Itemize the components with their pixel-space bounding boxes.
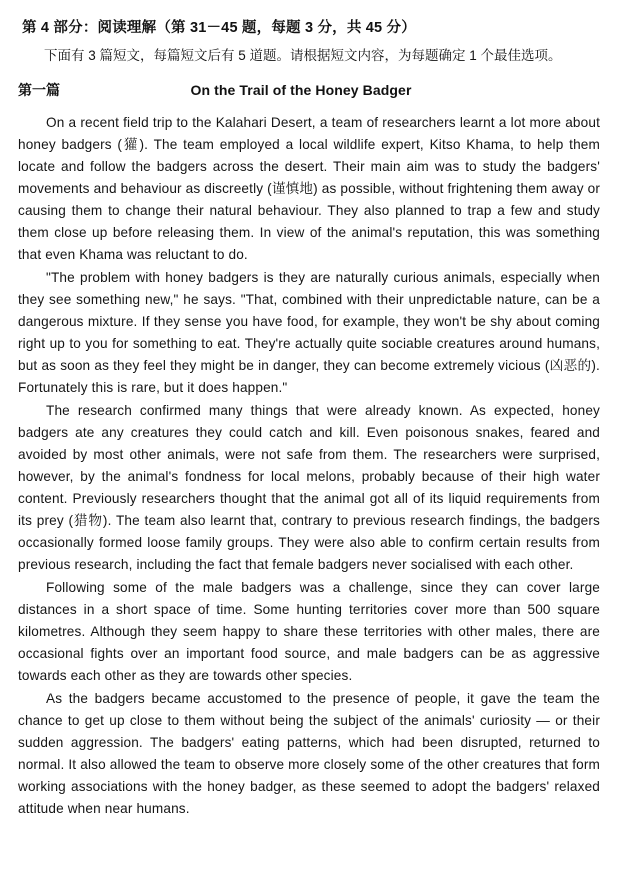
passage-header [18, 80, 600, 100]
passage-paragraph: Following some of the male badgers was a challenge, since they can cover large distances in a short space of time. Some hunting territories cover more than 500 square kilometres. Although they seem happy to share these territories with other males, there are occasional fights over an important food source, and male badgers can be as aggressive towards each other as they are towards other species. [18, 579, 600, 683]
passage-title: On the Trail of the Honey Badger [190, 81, 412, 98]
passage-label: 第一篇 [18, 81, 60, 98]
section-instruction: 下面有 3 篇短文，每篇短文后有 5 道题。请根据短文内容，为每题确定 1 个最佳选项。 [44, 48, 562, 63]
passage-paragraph: On a recent field trip to the Kalahari Desert, a team of researchers learnt a lot more about honey badgers (獾). The team employed a local wildlife expert, Kitso Khama, to help them locate and follow the badgers across the desert. Their main aim was to study the badgers' movements and behaviour as discreetly (谨慎地) as possible, without frightening them away or causing them to change their natural behaviour. They also planned to trap a few and study them close up before releasing them. In view of the animal's reputation, this was something that even Khama was reluctant to do. [18, 114, 600, 262]
passage-paragraph: "The problem with honey badgers is they are naturally curious animals, especially when they see something new," he says. "That, combined with their unpredictable nature, can be a dangerous mixture. If they sense you have food, for example, they won't be shy about coming right up to you for something to eat. They're actually quite sociable creatures around humans, but as soon as they feel they might be in danger, they can become extremely vicious (凶恶的). Fortunately this is rare, but it does happen." [18, 269, 600, 395]
section-heading: 第 4 部分：阅读理解（第 31－45 题，每题 3 分，共 45 分） [22, 20, 416, 36]
passage-paragraph: The research confirmed many things that were already known. As expected, honey badgers ate any creatures they could catch and kill. Even poisonous snakes, feared and avoided by most other animals, were not safe from them. The researchers were surprised, however, by the animal's fondness for local melons, probably because of their high water content. Previously researchers thought that the animal got all of its liquid requirements from its prey (猎物). The team also learnt that, contrary to previous research findings, the badgers occasionally formed loose family groups. They were also able to confirm certain results from previous research, including the fact that female badgers never socialised with each other. [18, 402, 600, 572]
passage-paragraph: As the badgers became accustomed to the presence of people, it gave the team the chance to get up close to them without being the subject of the animals' curiosity — or their sudden aggression. The badgers' eating patterns, which had been disrupted, returned to normal. It also allowed the team to observe more closely some of the other creatures that form working associations with the honey badger, as these seemed to adopt the badgers' relaxed attitude when near humans. [18, 690, 600, 817]
passage-body [18, 112, 600, 821]
